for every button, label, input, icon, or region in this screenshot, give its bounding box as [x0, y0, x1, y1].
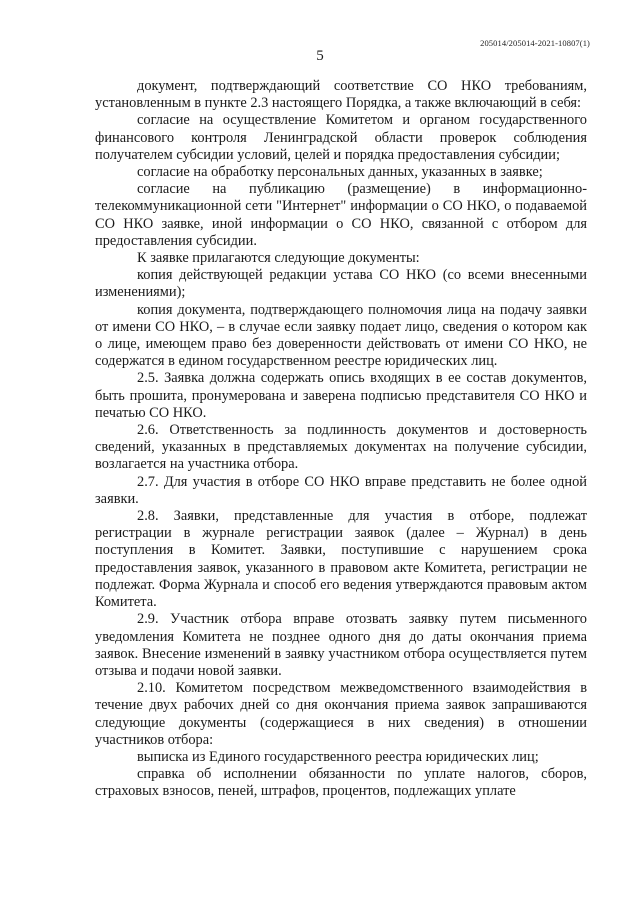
paragraph: документ, подтверждающий соответствие СО НКО требованиям, установленным в пункте 2.3 настоящего Порядка, а также включающий в себя: — [95, 78, 587, 112]
document-body — [95, 78, 587, 801]
page-number: 5 — [316, 48, 324, 64]
paragraph: согласие на осуществление Комитетом и органом государственного финансового контроля Ленинградской области проверок соблюдения получателем субсидии условий, целей и порядка предоставления субсидии; — [95, 112, 587, 163]
document-id: 205014/205014-2021-10807(1) — [480, 38, 590, 48]
paragraph: копия действующей редакции устава СО НКО (со всеми внесенными изменениями); — [95, 267, 587, 301]
paragraph: согласие на обработку персональных данных, указанных в заявке; — [137, 164, 543, 181]
paragraph: 2.7. Для участия в отборе СО НКО вправе представить не более одной заявки. — [95, 473, 587, 507]
paragraph: К заявке прилагаются следующие документы: — [137, 250, 420, 267]
paragraph: 2.8. Заявки, представленные для участия в отборе, подлежат регистрации в журнале регистрации заявок (далее – Журнал) в день поступления в Комитет. Заявки, поступившие с нарушением срока предоставления заявок, указанного в правовом акте Комитета, регистрации не подлежат. Форма Журнала и способ его ведения утверждаются правовым актом Комитета. — [95, 508, 587, 611]
paragraph: 2.5. Заявка должна содержать опись входящих в ее состав документов, быть прошита, пронумерована и заверена подписью представителя СО НКО и печатью СО НКО. — [95, 370, 587, 421]
paragraph: копия документа, подтверждающего полномочия лица на подачу заявки от имени СО НКО, – в случае если заявку подает лицо, сведения о котором как о лице, имеющем право без доверенности действовать от имени СО НКО, не содержатся в едином государственном реестре юридических лиц. — [95, 301, 587, 370]
paragraph: 2.10. Комитетом посредством межведомственного взаимодействия в течение двух рабочих дней со дня окончания приема заявок запрашиваются следующие документы (содержащиеся в них сведения) в отношении участников отбора: — [95, 680, 587, 748]
paragraph: справка об исполнении обязанности по уплате налогов, сборов, страховых взносов, пеней, штрафов, процентов, подлежащих уплате — [95, 766, 587, 800]
paragraph: 2.6. Ответственность за подлинность документов и достоверность сведений, указанных в представляемых документах на получение субсидии, возлагается на участника отбора. — [95, 422, 587, 473]
paragraph: согласие на публикацию (размещение) в информационно-телекоммуникационной сети "Интернет" информации о СО НКО, о подаваемой СО НКО заявке, иной информации о СО НКО, связанной с отбором для предоставления субсидии. — [95, 181, 587, 249]
paragraph: 2.9. Участник отбора вправе отозвать заявку путем письменного уведомления Комитета не позднее одного дня до даты окончания приема заявок. Внесение изменений в заявку участником отбора осуществляется путем отзыва и подачи новой заявки. — [95, 611, 587, 679]
paragraph: выписка из Единого государственного реестра юридических лиц; — [137, 748, 539, 765]
